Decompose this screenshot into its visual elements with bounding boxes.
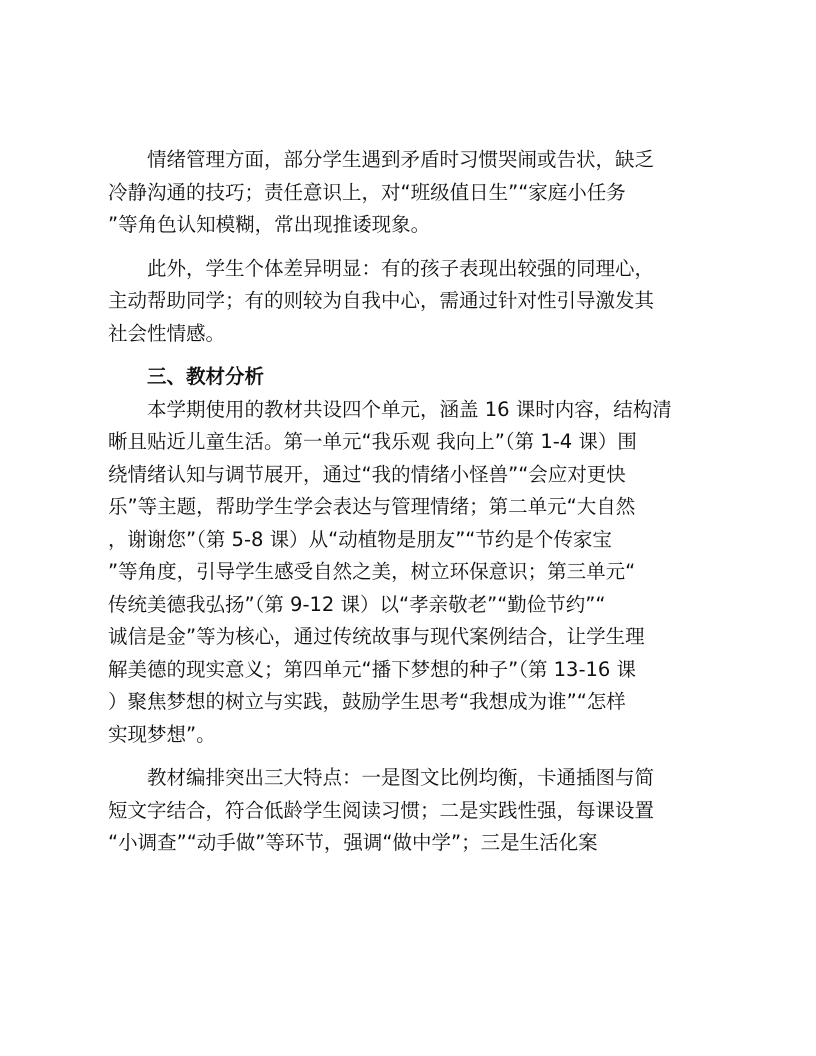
paragraph-emotion-management (108, 144, 714, 242)
text-line: 乐”等主题，帮助学生学会表达与管理情绪；第二单元“大自然 (108, 495, 636, 518)
text-line: 冷静沟通的技巧；责任意识上，对“班级值日生”“家庭小任务 (108, 180, 626, 204)
text-line: 教材编排突出三大特点：一是图文比例均衡，卡通插图与简 (147, 766, 655, 789)
section-heading: 三、教材分析 (147, 365, 265, 388)
paragraph-gap (108, 350, 714, 361)
text-line: 绕情绪认知与调节展开，通过“我的情绪小怪兽”“会应对更快 (108, 462, 626, 486)
text-line: “小调查”“动手做”等环节，强调“做中学”；三是生活化案 (108, 831, 598, 854)
text-line: 短文字结合，符合低龄学生阅读习惯；二是实践性强，每课设置 (108, 798, 655, 822)
paragraph-textbook-units (108, 394, 714, 752)
text-line: 主动帮助同学；有的则较为自我中心，需通过针对性引导激发其 (108, 289, 655, 312)
text-line: 解美德的现实意义；第四单元“播下梦想的种子”（第 13-16 课 (108, 657, 637, 681)
text-line: ，谢谢您”（第 5-8 课）从“动植物是朋友”“节约是个传家宝 (108, 527, 612, 551)
text-line: ”等角度，引导学生感受自然之美，树立环保意识；第三单元“ (108, 560, 636, 583)
text-line: 情绪管理方面，部分学生遇到矛盾时习惯哭闹或告状，缺乏 (147, 148, 655, 171)
text-line: 传统美德我弘扬”（第 9-12 课）以“孝亲敬老”“勤俭节约”“ (108, 592, 606, 616)
paragraph-textbook-features (108, 762, 714, 860)
paragraph-individual-differences (108, 253, 714, 351)
paragraph-gap (108, 751, 714, 762)
text-line: 此外，学生个体差异明显：有的孩子表现出较强的同理心， (147, 256, 655, 280)
text-line: ）聚焦梦想的树立与实践，鼓励学生思考“我想成为谁”“怎样 (108, 690, 626, 713)
text-line: 本学期使用的教材共设四个单元，涵盖 16 课时内容，结构清 (147, 397, 672, 421)
document-page (108, 144, 714, 860)
text-line: ”等角色认知模糊，常出现推诿现象。 (108, 213, 431, 236)
paragraph-gap (108, 242, 714, 253)
text-line: 实现梦想”。 (108, 722, 216, 746)
text-line: 诚信是金”等为核心，通过传统故事与现代案例结合，让学生理 (108, 625, 645, 648)
text-line: 社会性情感。 (108, 321, 226, 345)
text-line: 晰且贴近儿童生活。第一单元“我乐观 我向上”（第 1-4 课）围 (108, 430, 637, 453)
